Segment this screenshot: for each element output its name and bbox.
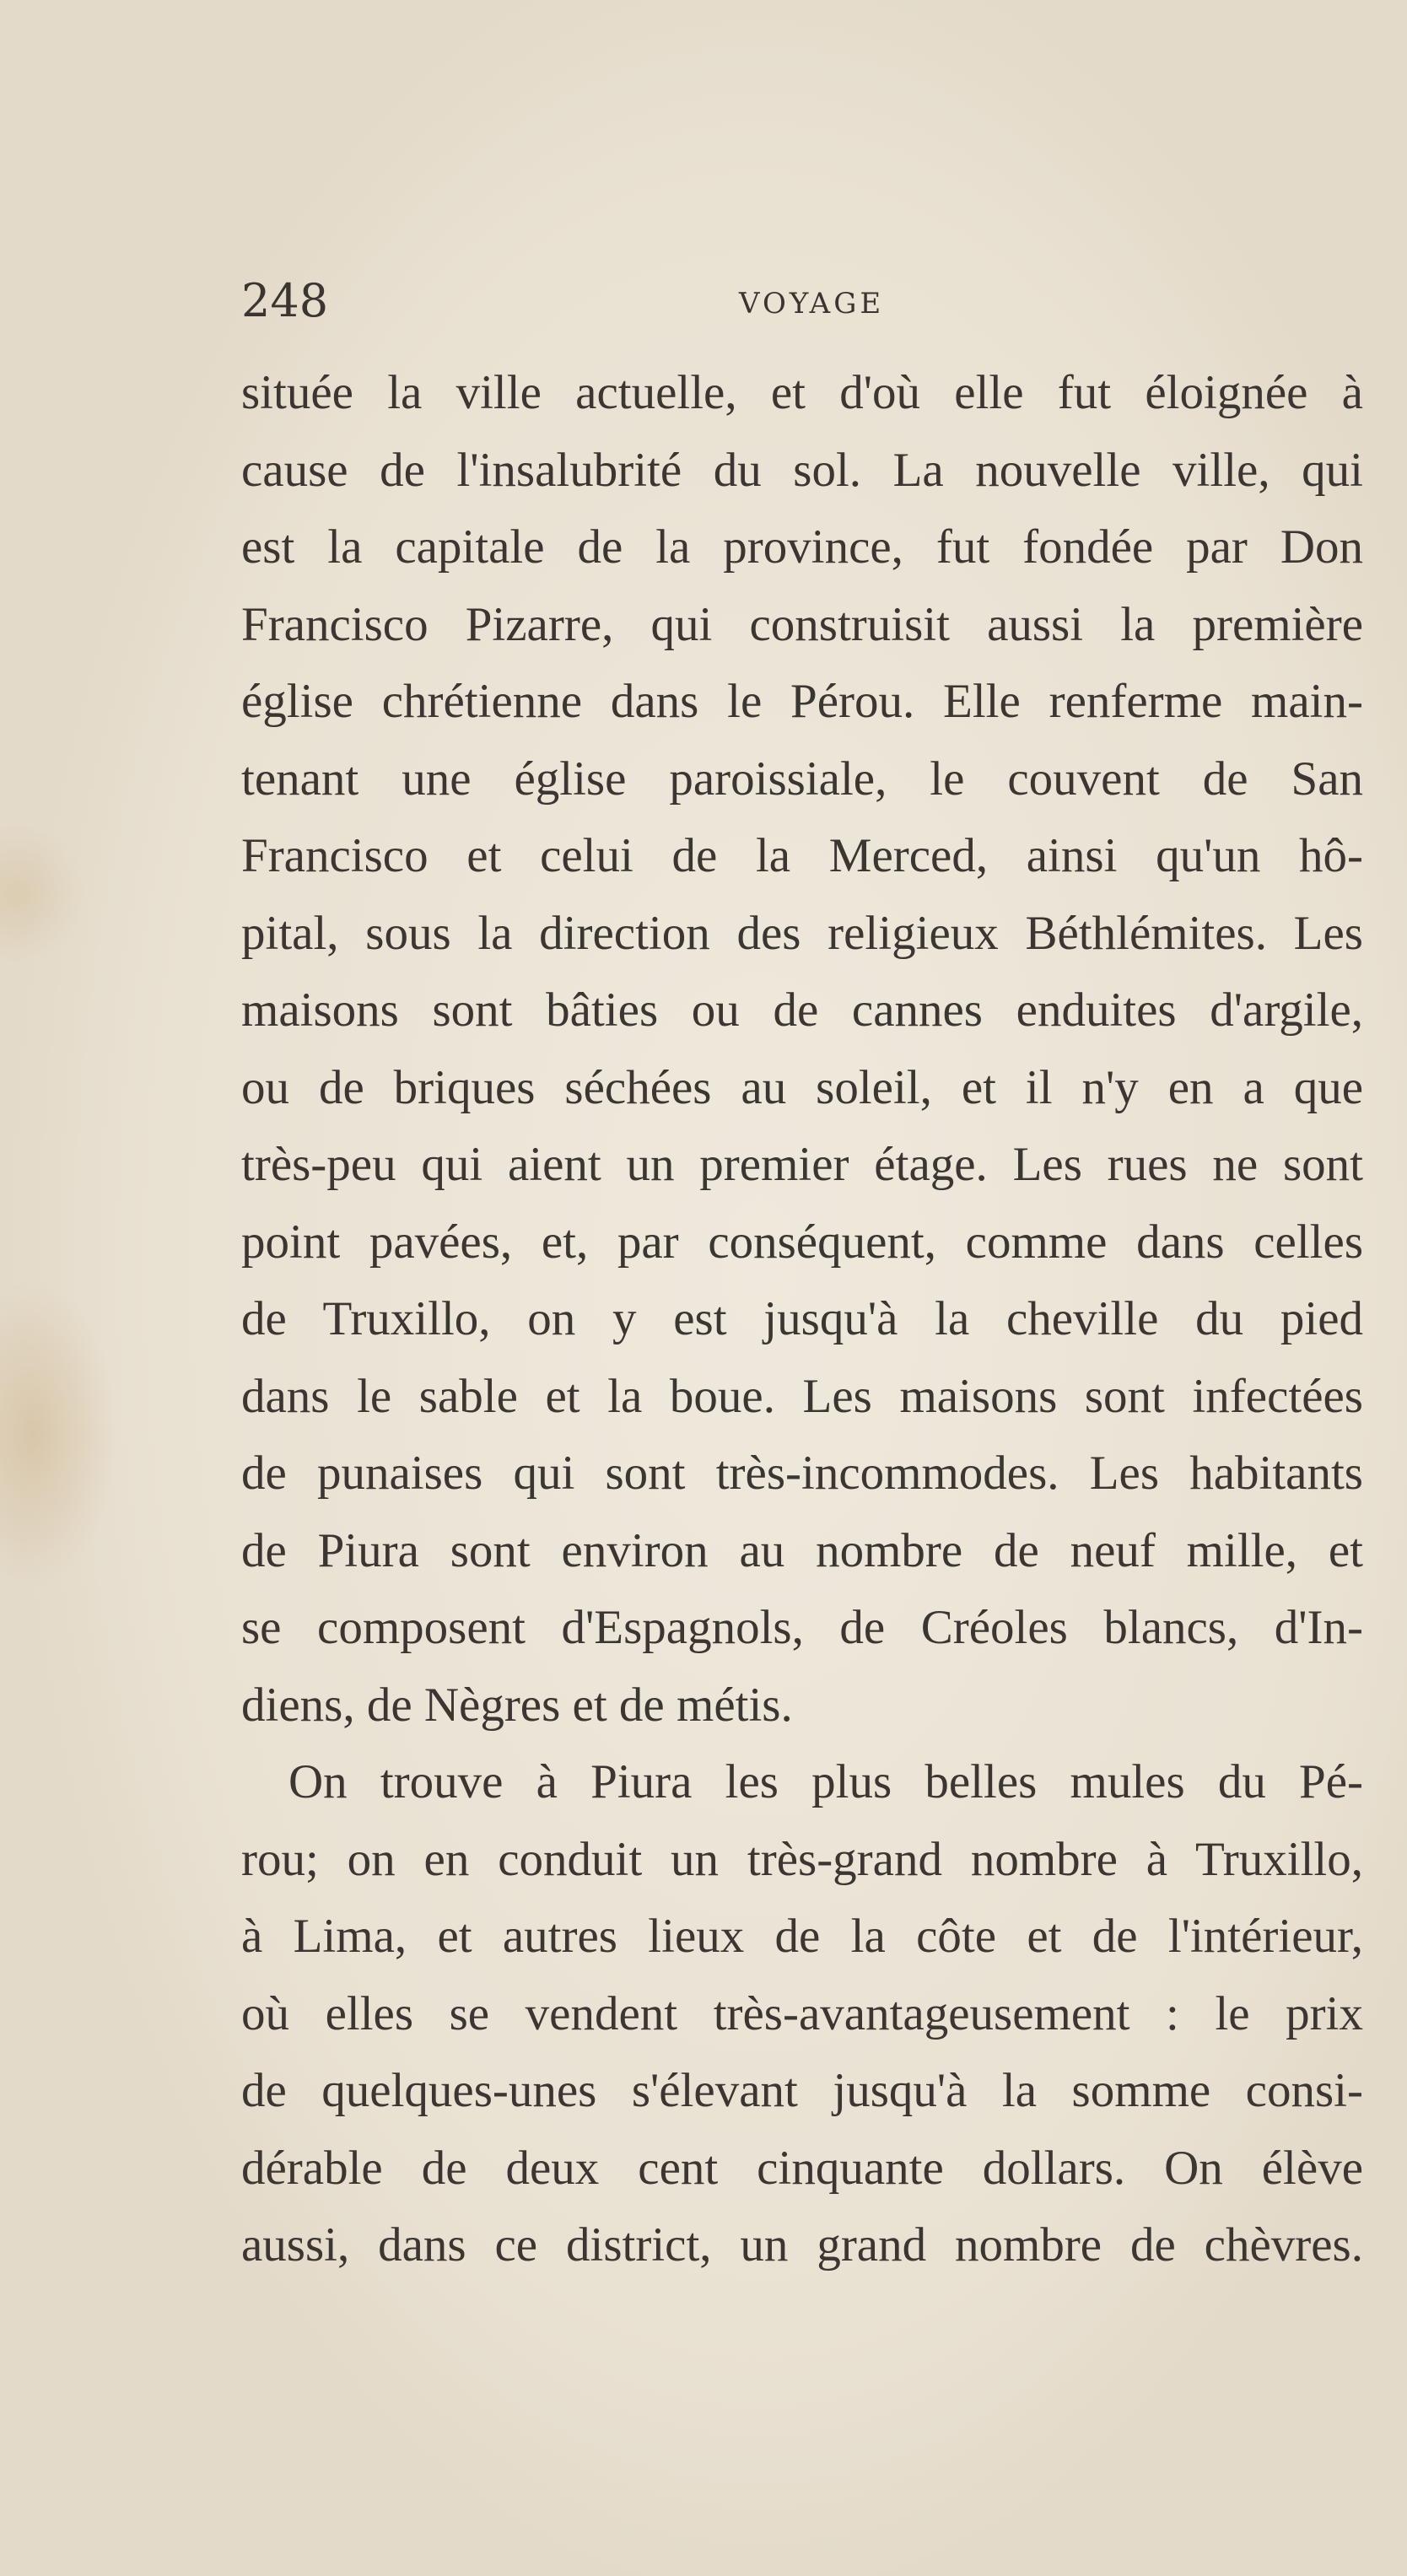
text-line: de quelques-unes s'élevant jusqu'à la somme consi- bbox=[241, 2064, 1363, 2117]
text-line: de punaises qui sont très-incommodes. Les habitants bbox=[241, 1447, 1363, 1500]
text-line: de Truxillo, on y est jusqu'à la cheville du pied bbox=[241, 1292, 1363, 1345]
body-text bbox=[241, 354, 1363, 2284]
running-head: VOYAGE bbox=[739, 287, 885, 321]
text-line: où elles se vendent très-avantageusement : le prix bbox=[241, 1986, 1363, 2040]
text-line: à Lima, et autres lieux de la côte et de l'intérieur, bbox=[241, 1910, 1363, 1963]
text-line: On trouve à Piura les plus belles mules du Pé- bbox=[288, 1755, 1363, 1808]
text-line: très-peu qui aient un premier étage. Les rues ne sont bbox=[241, 1138, 1363, 1191]
text-line: église chrétienne dans le Pérou. Elle renferme main- bbox=[241, 675, 1363, 728]
text-line: cause de l'insalubrité du sol. La nouvelle ville, qui bbox=[241, 443, 1363, 497]
text-line: rou; on en conduit un très-grand nombre à Truxillo, bbox=[241, 1832, 1363, 1886]
text-line: située la ville actuelle, et d'où elle fut éloignée à bbox=[241, 366, 1363, 419]
text-line: point pavées, et, par conséquent, comme dans celles bbox=[241, 1215, 1363, 1269]
text-line: maisons sont bâties ou de cannes enduites d'argile, bbox=[241, 984, 1363, 1037]
text-line: de Piura sont environ au nombre de neuf mille, et bbox=[241, 1523, 1363, 1577]
text-line: tenant une église paroissiale, le couvent de San bbox=[241, 752, 1363, 806]
text-line: pital, sous la direction des religieux Béthlémites. Les bbox=[241, 906, 1363, 960]
text-line: Francisco et celui de la Merced, ainsi qu'un hô- bbox=[241, 829, 1363, 882]
text-line: Francisco Pizarre, qui construisit aussi la première bbox=[241, 597, 1363, 651]
page-number: 248 bbox=[241, 274, 329, 327]
text-line: se composent d'Espagnols, de Créoles blancs, d'In- bbox=[241, 1601, 1363, 1654]
text-line: aussi, dans ce district, un grand nombre de chèvres. bbox=[241, 2218, 1363, 2272]
page-header bbox=[241, 272, 1363, 331]
text-line: dérable de deux cent cinquante dollars. On élève bbox=[241, 2141, 1363, 2195]
text-line: ou de briques séchées au soleil, et il n'y en a que bbox=[241, 1060, 1363, 1114]
text-line: est la capitale de la province, fut fondée par Don bbox=[241, 520, 1363, 574]
text-line: dans le sable et la boue. Les maisons sont infectées bbox=[241, 1369, 1363, 1423]
text-line: diens, de Nègres et de métis. bbox=[241, 1678, 793, 1732]
